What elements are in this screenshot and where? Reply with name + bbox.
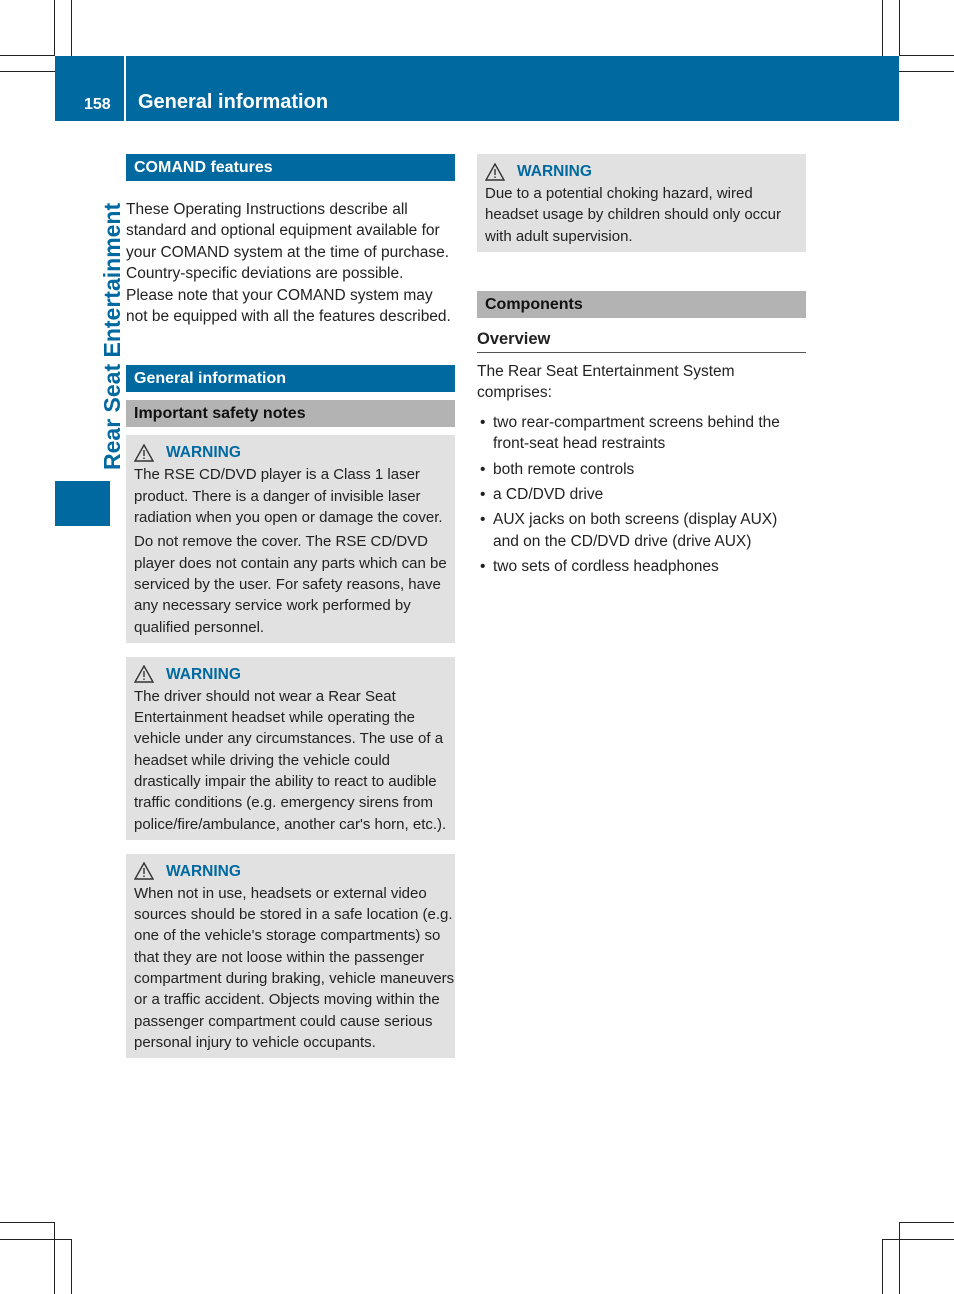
warning-header (134, 441, 455, 464)
left-column (126, 154, 455, 1058)
warning-label: WARNING (517, 162, 592, 180)
warning-box-storage (126, 854, 455, 1058)
warning-triangle-icon (134, 862, 154, 880)
page-number: 158 (84, 96, 111, 113)
warning-header (134, 860, 455, 883)
warning-box-laser (126, 435, 455, 642)
warning-label: WARNING (166, 444, 241, 462)
overview-intro: The Rear Seat Entertainment System comprises: (477, 362, 735, 402)
list-item: • two rear-compartment screens behind the front-seat head restraints (477, 412, 806, 455)
overview-heading: Overview (477, 330, 806, 353)
comand-features-heading: COMAND features (126, 154, 455, 181)
crop-mark (0, 71, 55, 72)
crop-mark (0, 55, 55, 56)
crop-mark (0, 1239, 72, 1240)
header-divider (124, 56, 126, 121)
crop-mark (54, 1222, 55, 1294)
safety-notes-heading: Important safety notes (126, 400, 455, 427)
crop-mark (71, 1239, 72, 1294)
comand-features-text: These Operating Instructions describe all standard and optional equipment available for your COMAND system at the time of purchase. Country-specific deviations are possible. Please note that your COMAND system may not be equipped with all the features described. (126, 201, 451, 326)
crop-mark (899, 1222, 900, 1294)
warning-label: WARNING (166, 862, 241, 880)
crop-mark (899, 55, 954, 56)
list-item: • a CD/DVD drive (477, 484, 806, 505)
crop-mark (882, 0, 883, 56)
crop-mark (882, 1239, 883, 1294)
side-tab-marker (55, 481, 110, 526)
page-title: General information (138, 91, 329, 113)
side-tab-label: Rear Seat Entertainment (99, 202, 125, 470)
warning-box-headset-driver (126, 657, 455, 840)
crop-mark (899, 0, 900, 56)
warning-label: WARNING (166, 665, 241, 683)
warning-triangle-icon (485, 163, 505, 181)
crop-mark (54, 0, 55, 56)
crop-mark (899, 71, 954, 72)
warning-text: Do not remove the cover. The RSE CD/DVD player does not contain any parts which can be serviced by the user. For safety reasons, have any necessary service work performed by qualified personnel. (134, 533, 447, 636)
components-heading: Components (477, 291, 806, 318)
warning-text: Due to a potential choking hazard, wired headset usage by children should only occur with adult supervision. (485, 185, 782, 245)
general-information-heading: General information (126, 365, 455, 392)
crop-mark (899, 1222, 954, 1223)
crop-mark (882, 1239, 954, 1240)
warning-header (485, 160, 806, 183)
list-item: • two sets of cordless headphones (477, 556, 806, 577)
warning-text: The RSE CD/DVD player is a Class 1 laser product. There is a danger of invisible laser radiation when you open or damage the cover. (134, 466, 443, 527)
crop-mark (71, 0, 72, 56)
warning-triangle-icon (134, 665, 154, 683)
right-column (477, 154, 806, 582)
crop-mark (0, 1222, 55, 1223)
component-list (477, 412, 806, 578)
list-item: • both remote controls (477, 459, 806, 480)
warning-text: When not in use, headsets or external video sources should be stored in a safe location (e.g. one of the vehicle's storage compartments) so that they are not loose within the passenger compartment during braking, vehicle maneuvers or a traffic accident. Objects moving within the passenger compartment could cause serious personal injury to vehicle occupants. (134, 884, 455, 1051)
list-item: • AUX jacks on both screens (display AUX) and on the CD/DVD drive (drive AUX) (477, 509, 806, 552)
warning-box-choking (477, 154, 806, 252)
warning-triangle-icon (134, 444, 154, 462)
warning-header (134, 663, 455, 686)
warning-text: The driver should not wear a Rear Seat Entertainment headset while operating the vehicle under any circumstances. The use of a headset while driving the vehicle could drastically impair the ability to react to audible traffic conditions (e.g. emergency sirens from police/fire/ambulance, another car's horn, etc.). (134, 687, 447, 833)
